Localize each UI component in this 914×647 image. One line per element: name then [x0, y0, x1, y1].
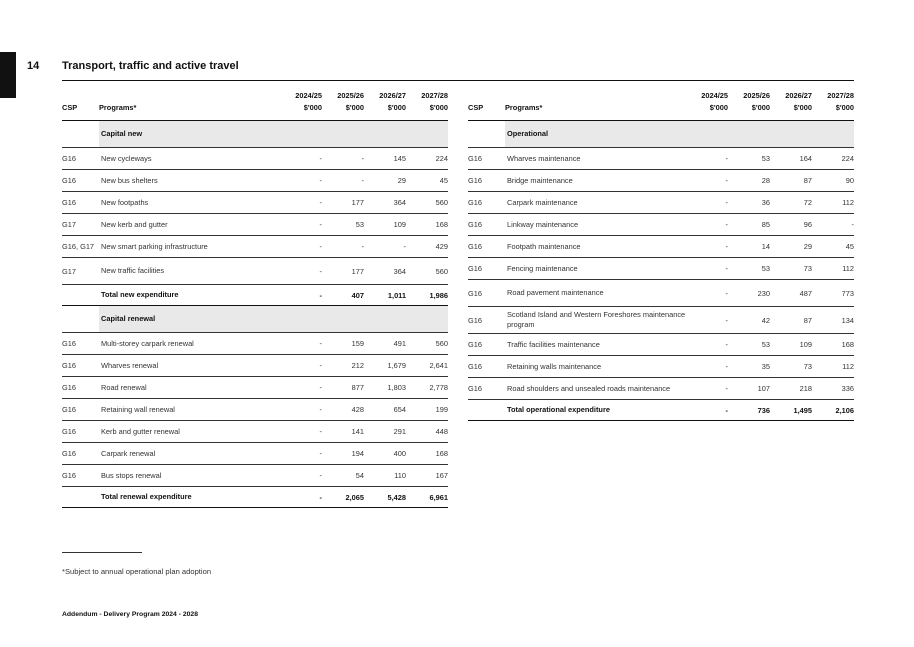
total-2026-27: 5,428 — [364, 487, 406, 508]
value-2027-28: 560 — [406, 258, 448, 285]
csp-code: G16 — [62, 443, 99, 465]
value-2026-27: - — [364, 236, 406, 258]
section-title: Capital renewal — [99, 306, 448, 333]
value-2027-28: 168 — [812, 334, 854, 356]
value-2025-26: 194 — [322, 443, 364, 465]
table-row — [468, 378, 854, 400]
col-header-programs: Programs* — [99, 90, 280, 121]
value-2024-25: - — [280, 170, 322, 192]
value-2027-28: 560 — [406, 192, 448, 214]
program-name: Kerb and gutter renewal — [99, 421, 280, 443]
value-2027-28: 112 — [812, 356, 854, 378]
value-2025-26: - — [322, 236, 364, 258]
total-label: Total renewal expenditure — [99, 487, 280, 508]
program-name: Bus stops renewal — [99, 465, 280, 487]
total-2027-28: 1,986 — [406, 285, 448, 306]
col-header-2024-25: 2024/25 $'000 — [686, 90, 728, 121]
total-2027-28: 2,106 — [812, 400, 854, 421]
value-2026-27: 73 — [770, 258, 812, 280]
program-name: Road pavement maintenance — [505, 280, 686, 307]
program-name: Multi-storey carpark renewal — [99, 333, 280, 355]
total-2024-25: - — [686, 400, 728, 421]
col-header-2026-27: 2026/27 $'000 — [364, 90, 406, 121]
table-row — [468, 170, 854, 192]
csp-code: G16 — [468, 307, 505, 334]
total-2025-26: 2,065 — [322, 487, 364, 508]
col-header-2026-27: 2026/27 $'000 — [770, 90, 812, 121]
program-name: New traffic facilities — [99, 258, 280, 285]
program-name: Bridge maintenance — [505, 170, 686, 192]
value-2026-27: 87 — [770, 307, 812, 334]
program-name: Scotland Island and Western Foreshores maintenance program — [505, 307, 686, 334]
value-2026-27: 364 — [364, 258, 406, 285]
value-2024-25: - — [280, 148, 322, 170]
table-row — [468, 334, 854, 356]
csp-code: G16 — [468, 334, 505, 356]
table-row — [468, 236, 854, 258]
section-spacer — [62, 306, 99, 333]
value-2025-26: - — [322, 170, 364, 192]
value-2025-26: 212 — [322, 355, 364, 377]
value-2026-27: 87 — [770, 170, 812, 192]
value-2026-27: 109 — [364, 214, 406, 236]
csp-code: G16 — [468, 236, 505, 258]
value-2027-28: 199 — [406, 399, 448, 421]
value-2027-28: 112 — [812, 192, 854, 214]
section-spacer — [468, 121, 505, 148]
value-2027-28: 168 — [406, 443, 448, 465]
value-2025-26: 53 — [728, 148, 770, 170]
section-header-row — [468, 121, 854, 148]
value-2026-27: 491 — [364, 333, 406, 355]
value-2025-26: 177 — [322, 258, 364, 285]
table-row — [62, 214, 448, 236]
value-2024-25: - — [280, 214, 322, 236]
value-2024-25: - — [686, 192, 728, 214]
value-2025-26: 877 — [322, 377, 364, 399]
footnote: *Subject to annual operational plan adoption — [62, 567, 212, 576]
csp-code: G16 — [62, 355, 99, 377]
csp-code: G17 — [62, 214, 99, 236]
program-name: Road renewal — [99, 377, 280, 399]
table-row — [62, 465, 448, 487]
table-row — [62, 148, 448, 170]
capital-budget-table — [62, 90, 448, 508]
total-2024-25: - — [280, 285, 322, 306]
total-2024-25: - — [280, 487, 322, 508]
program-name: Fencing maintenance — [505, 258, 686, 280]
table-row — [62, 258, 448, 285]
operational-budget-table — [468, 90, 854, 421]
value-2027-28: 45 — [406, 170, 448, 192]
value-2024-25: - — [280, 355, 322, 377]
csp-code: G16 — [62, 148, 99, 170]
csp-code: G16 — [62, 170, 99, 192]
csp-code: G17 — [62, 258, 99, 285]
value-2027-28: 2,778 — [406, 377, 448, 399]
value-2026-27: 109 — [770, 334, 812, 356]
value-2026-27: 364 — [364, 192, 406, 214]
value-2027-28: 224 — [406, 148, 448, 170]
col-header-programs: Programs* — [505, 90, 686, 121]
csp-code: G16 — [62, 465, 99, 487]
csp-code: G16 — [468, 148, 505, 170]
value-2027-28: 429 — [406, 236, 448, 258]
value-2026-27: 654 — [364, 399, 406, 421]
table-header-row — [468, 90, 854, 121]
csp-code: G16 — [468, 378, 505, 400]
table-row — [62, 355, 448, 377]
value-2027-28: 224 — [812, 148, 854, 170]
value-2025-26: 35 — [728, 356, 770, 378]
value-2026-27: 487 — [770, 280, 812, 307]
section-header-row — [62, 121, 448, 148]
value-2024-25: - — [686, 236, 728, 258]
table-row — [62, 236, 448, 258]
table-row — [468, 280, 854, 307]
program-name: New cycleways — [99, 148, 280, 170]
table-row — [468, 307, 854, 334]
table-row — [468, 192, 854, 214]
program-name: New bus shelters — [99, 170, 280, 192]
value-2025-26: 53 — [728, 334, 770, 356]
table-row — [62, 192, 448, 214]
csp-code: G16, G17 — [62, 236, 99, 258]
col-header-csp: CSP — [468, 90, 505, 121]
value-2025-26: 14 — [728, 236, 770, 258]
table-row — [62, 377, 448, 399]
program-name: Retaining walls maintenance — [505, 356, 686, 378]
value-2025-26: 107 — [728, 378, 770, 400]
total-2026-27: 1,011 — [364, 285, 406, 306]
value-2025-26: 141 — [322, 421, 364, 443]
col-header-2024-25: 2024/25 $'000 — [280, 90, 322, 121]
csp-code: G16 — [468, 356, 505, 378]
total-spacer — [62, 487, 99, 508]
value-2026-27: 29 — [364, 170, 406, 192]
value-2027-28: - — [812, 214, 854, 236]
value-2026-27: 73 — [770, 356, 812, 378]
total-spacer — [62, 285, 99, 306]
value-2024-25: - — [686, 148, 728, 170]
value-2025-26: 42 — [728, 307, 770, 334]
value-2024-25: - — [686, 307, 728, 334]
page-footer: Addendum - Delivery Program 2024 - 2028 — [62, 611, 198, 618]
section-header-row — [62, 306, 448, 333]
footnote-rule — [62, 552, 142, 553]
value-2026-27: 164 — [770, 148, 812, 170]
total-row — [62, 487, 448, 508]
col-header-csp: CSP — [62, 90, 99, 121]
program-name: Linkway maintenance — [505, 214, 686, 236]
section-title: Operational — [505, 121, 854, 148]
table-row — [62, 443, 448, 465]
value-2024-25: - — [280, 192, 322, 214]
value-2024-25: - — [686, 378, 728, 400]
program-name: Footpath maintenance — [505, 236, 686, 258]
csp-code: G16 — [62, 192, 99, 214]
value-2025-26: 54 — [322, 465, 364, 487]
csp-code: G16 — [62, 399, 99, 421]
table-row — [62, 170, 448, 192]
table-row — [468, 356, 854, 378]
program-name: New smart parking infrastructure — [99, 236, 280, 258]
csp-code: G16 — [62, 421, 99, 443]
value-2026-27: 29 — [770, 236, 812, 258]
value-2024-25: - — [280, 421, 322, 443]
value-2024-25: - — [280, 236, 322, 258]
value-2026-27: 110 — [364, 465, 406, 487]
value-2024-25: - — [686, 280, 728, 307]
total-2026-27: 1,495 — [770, 400, 812, 421]
total-2025-26: 407 — [322, 285, 364, 306]
program-name: New footpaths — [99, 192, 280, 214]
page-number: 14 — [27, 60, 40, 72]
csp-code: G16 — [468, 258, 505, 280]
csp-code: G16 — [468, 280, 505, 307]
col-header-2025-26: 2025/26 $'000 — [322, 90, 364, 121]
table-row — [468, 148, 854, 170]
value-2024-25: - — [686, 214, 728, 236]
value-2026-27: 291 — [364, 421, 406, 443]
value-2025-26: 36 — [728, 192, 770, 214]
value-2026-27: 400 — [364, 443, 406, 465]
program-name: Traffic facilities maintenance — [505, 334, 686, 356]
total-row — [468, 400, 854, 421]
page-title: Transport, traffic and active travel — [62, 60, 239, 72]
value-2027-28: 336 — [812, 378, 854, 400]
total-spacer — [468, 400, 505, 421]
table-row — [468, 214, 854, 236]
value-2026-27: 1,803 — [364, 377, 406, 399]
value-2024-25: - — [280, 443, 322, 465]
value-2024-25: - — [686, 258, 728, 280]
program-name: Wharves maintenance — [505, 148, 686, 170]
value-2027-28: 45 — [812, 236, 854, 258]
value-2026-27: 96 — [770, 214, 812, 236]
value-2027-28: 448 — [406, 421, 448, 443]
value-2026-27: 72 — [770, 192, 812, 214]
value-2025-26: 28 — [728, 170, 770, 192]
section-spacer — [62, 121, 99, 148]
table-header-row — [62, 90, 448, 121]
value-2027-28: 167 — [406, 465, 448, 487]
csp-code: G16 — [468, 192, 505, 214]
program-name: Retaining wall renewal — [99, 399, 280, 421]
value-2026-27: 145 — [364, 148, 406, 170]
value-2024-25: - — [686, 334, 728, 356]
total-row — [62, 285, 448, 306]
section-title: Capital new — [99, 121, 448, 148]
value-2025-26: 428 — [322, 399, 364, 421]
program-name: Carpark maintenance — [505, 192, 686, 214]
program-name: Wharves renewal — [99, 355, 280, 377]
value-2027-28: 112 — [812, 258, 854, 280]
table-row — [62, 399, 448, 421]
total-label: Total operational expenditure — [505, 400, 686, 421]
program-name: New kerb and gutter — [99, 214, 280, 236]
value-2027-28: 2,641 — [406, 355, 448, 377]
program-name: Carpark renewal — [99, 443, 280, 465]
value-2027-28: 560 — [406, 333, 448, 355]
total-2025-26: 736 — [728, 400, 770, 421]
col-header-2027-28: 2027/28 $'000 — [406, 90, 448, 121]
header-rule — [62, 80, 854, 81]
total-2027-28: 6,961 — [406, 487, 448, 508]
value-2027-28: 90 — [812, 170, 854, 192]
value-2025-26: 177 — [322, 192, 364, 214]
value-2025-26: 85 — [728, 214, 770, 236]
value-2027-28: 168 — [406, 214, 448, 236]
table-row — [468, 258, 854, 280]
value-2024-25: - — [686, 170, 728, 192]
value-2025-26: 53 — [322, 214, 364, 236]
value-2025-26: 159 — [322, 333, 364, 355]
value-2026-27: 1,679 — [364, 355, 406, 377]
value-2024-25: - — [280, 258, 322, 285]
value-2026-27: 218 — [770, 378, 812, 400]
csp-code: G16 — [62, 377, 99, 399]
value-2024-25: - — [280, 377, 322, 399]
value-2024-25: - — [280, 399, 322, 421]
value-2024-25: - — [280, 333, 322, 355]
csp-code: G16 — [468, 170, 505, 192]
table-row — [62, 421, 448, 443]
value-2025-26: 230 — [728, 280, 770, 307]
table-row — [62, 333, 448, 355]
value-2027-28: 773 — [812, 280, 854, 307]
col-header-2027-28: 2027/28 $'000 — [812, 90, 854, 121]
value-2024-25: - — [686, 356, 728, 378]
value-2025-26: 53 — [728, 258, 770, 280]
total-label: Total new expenditure — [99, 285, 280, 306]
value-2024-25: - — [280, 465, 322, 487]
value-2027-28: 134 — [812, 307, 854, 334]
value-2025-26: - — [322, 148, 364, 170]
csp-code: G16 — [62, 333, 99, 355]
program-name: Road shoulders and unsealed roads maintenance — [505, 378, 686, 400]
col-header-2025-26: 2025/26 $'000 — [728, 90, 770, 121]
csp-code: G16 — [468, 214, 505, 236]
side-tab-marker — [0, 52, 16, 98]
